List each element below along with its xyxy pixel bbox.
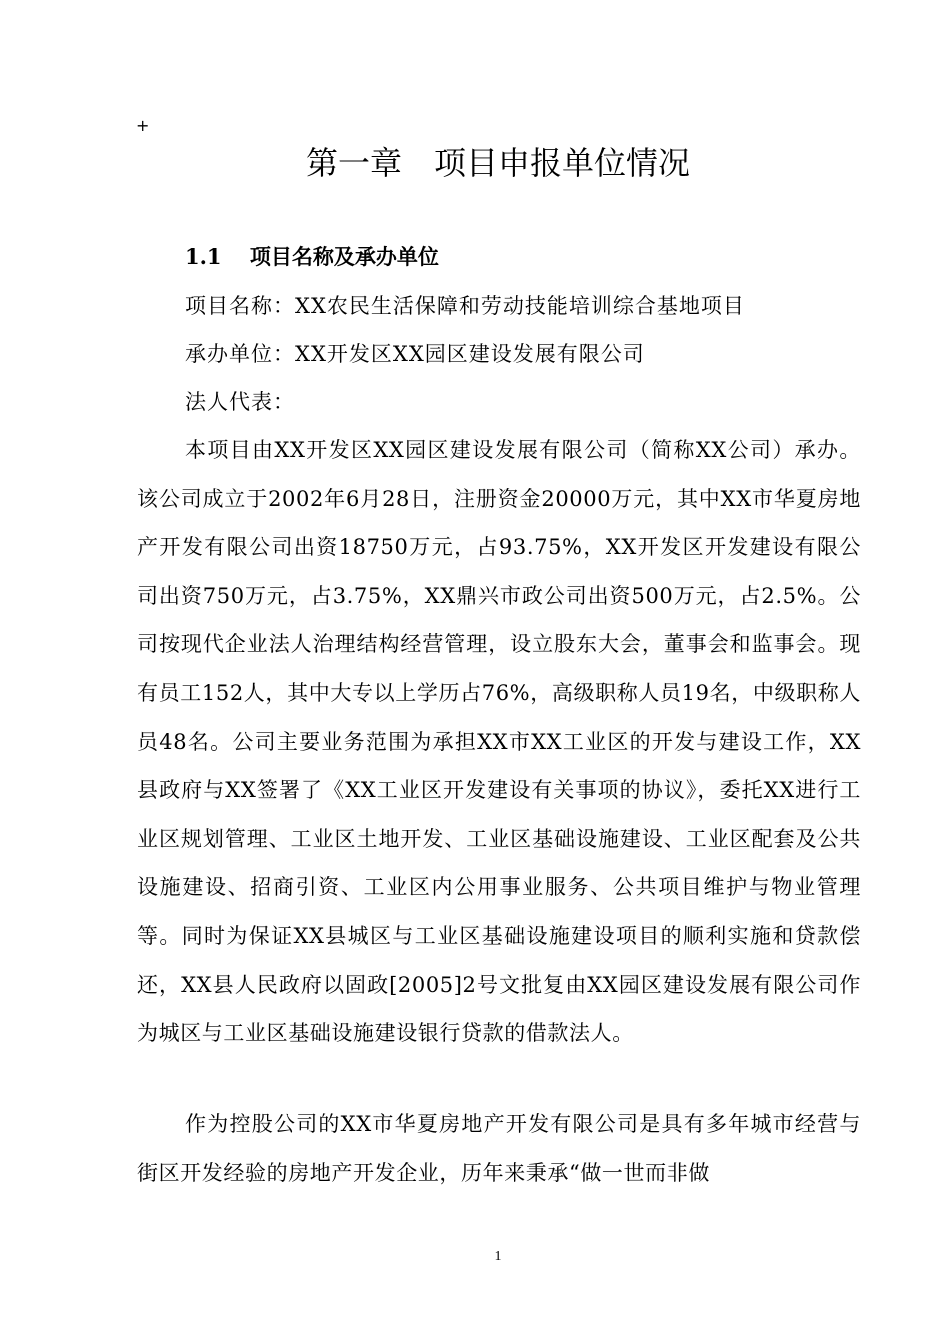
project-name-line: 项目名称：XX农民生活保障和劳动技能培训综合基地项目 [185, 294, 745, 318]
corner-mark: + [136, 116, 150, 135]
legal-representative-line: 法人代表： [185, 390, 295, 414]
chapter-title: 第一章 项目申报单位情况 [305, 144, 690, 182]
body-paragraph: 本项目由XX开发区XX园区建设发展有限公司（简称XX公司）承办。该公司成立于2002年6月28日，注册资金20000万元，其中XX市华夏房地产开发有限公司出资18750万元，占93.75%，XX开发区开发建设有限公司出资750万元，占3.75%，XX鼎兴市政公司出资500万元，占2.5%。公司按现代企业法人治理结构经营管理，设立股东大会，董事会和监事会。现有员工152人，其中大专以上学历占76%，高级职称人员19名，中级职称人员48名。公司主要业务范围为承担XX市XX工业区的开发与建设工作，XX县政府与XX签署了《XX工业区开发建设有关事项的协议》，委托XX进行工业区规划管理、工业区土地开发、工业区基础设施建设、工业区配套及公共设施建设、招商引资、工业区内公用事业服务、公共项目维护与物业管理等。同时为保证XX县城区与工业区基础设施建设项目的顺利实施和贷款偿还，XX县人民政府以固政[2005]2号文批复由XX园区建设发展有限公司作为城区与工业区基础设施建设银行贷款的借款法人。 [137, 438, 861, 1046]
organizer-line: 承办单位：XX开发区XX园区建设发展有限公司 [185, 342, 645, 366]
page-number: 1 [494, 1249, 502, 1264]
body-paragraph: 作为控股公司的XX市华夏房地产开发有限公司是具有多年城市经营与街区开发经验的房地产开发企业，历年来秉承“做一世而非做 [137, 1112, 861, 1185]
section-heading: 1.1 项目名称及承办单位 [185, 244, 439, 269]
